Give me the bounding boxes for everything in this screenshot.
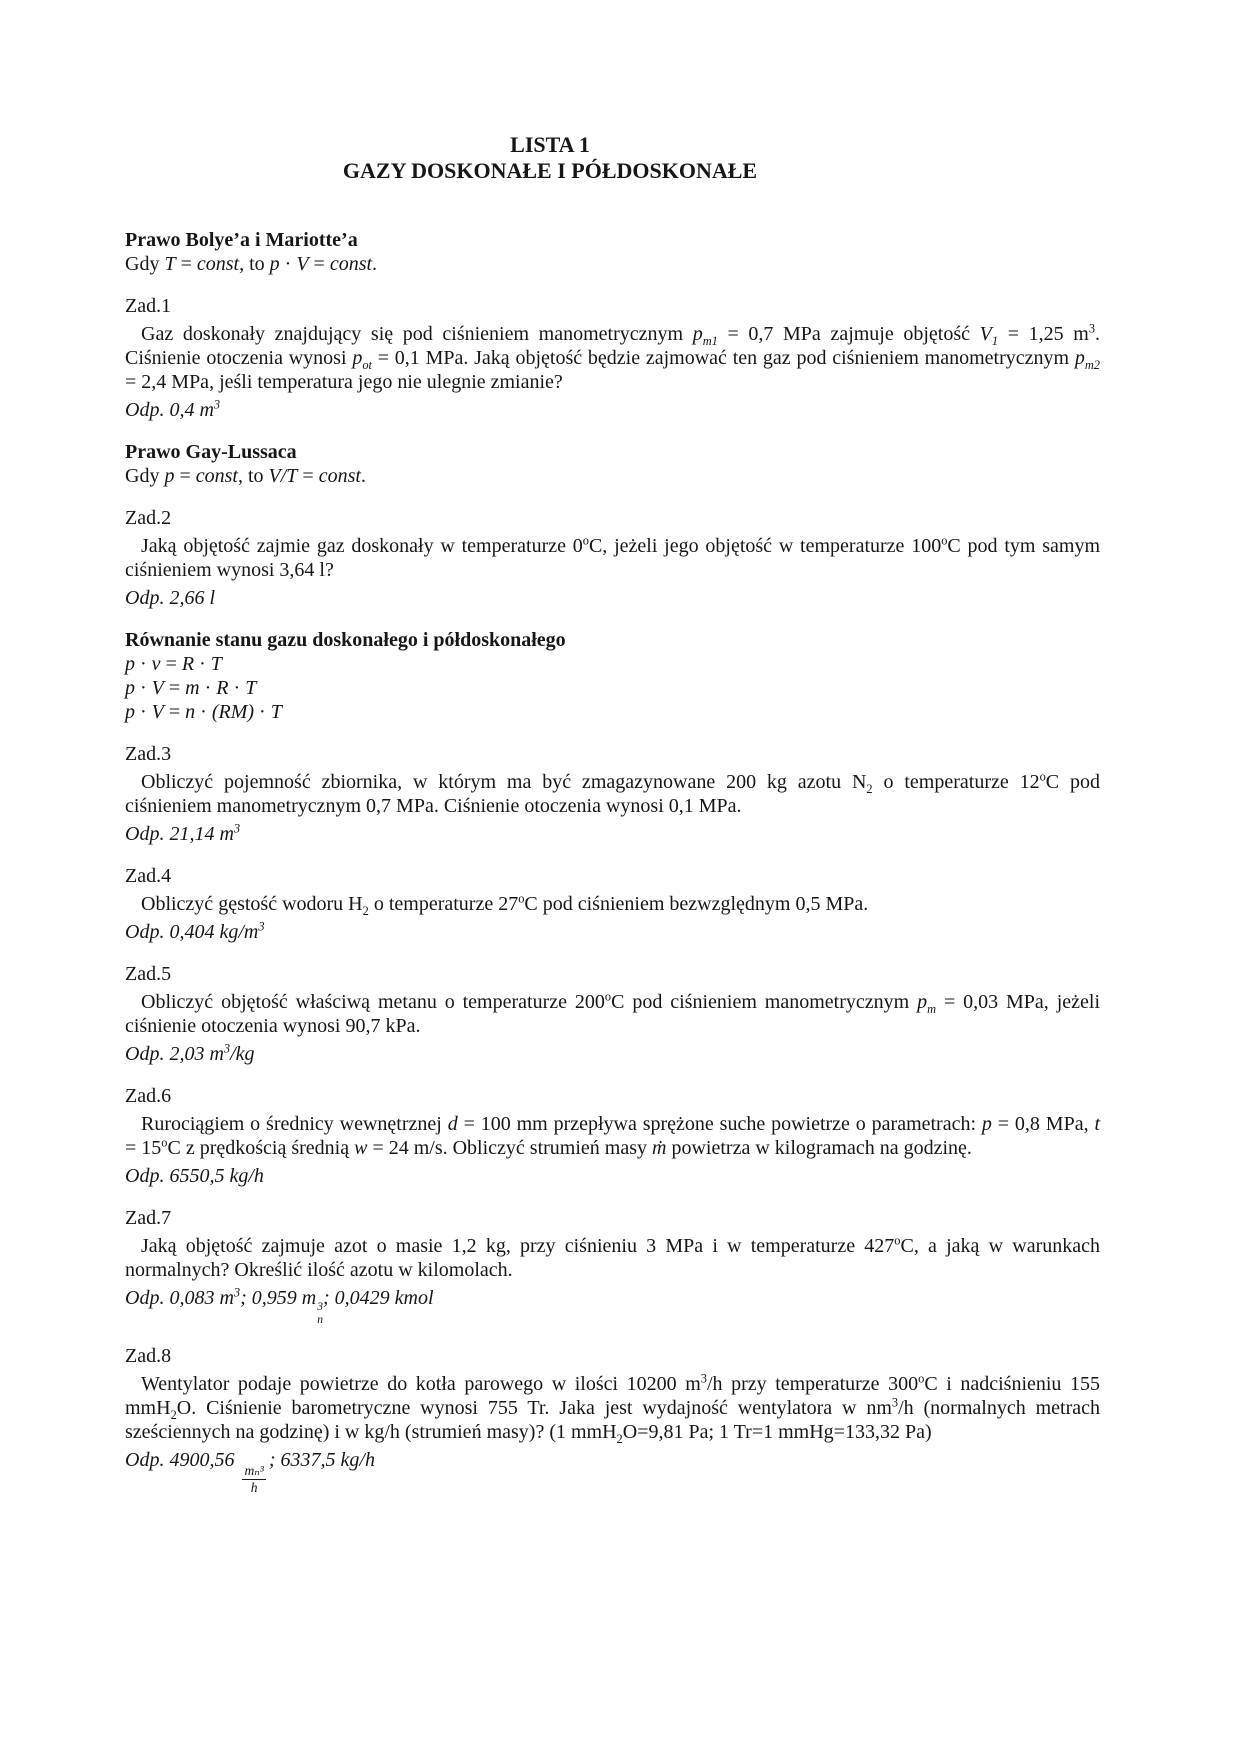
task-body: Obliczyć pojemność zbiornika, w którym ma być zmagazynowane 200 kg azotu $N_2$ o temperaturze 12$^o$C pod ciśnieniem manometrycznym 0,7 MPa. Ciśnienie otoczenia wynosi 0,1 MPa. [125, 769, 1101, 817]
task-zad-1 [125, 294, 1100, 422]
task-label: Zad.2 [125, 507, 172, 529]
task-answer: Odp. 21,14 $m^3$ [125, 821, 241, 845]
task-answer: Odp. 0,083 $m^3$; 0,959 m 3 n ; 0,0429 kmol [125, 1285, 434, 1326]
task-answer: Odp. 0,4 $m^3$ [125, 397, 221, 421]
law-heading: Równanie stanu gazu doskonałego i półdoskonałego [125, 629, 566, 651]
task-zad-4 [125, 864, 1100, 944]
title-line-1: LISTA 1 [510, 132, 590, 157]
document-title [125, 132, 975, 184]
task-answer: Odp. 2,03 $m^3/kg$ [125, 1041, 255, 1065]
task-body: Obliczyć gęstość wodoru $H_2$ o temperaturze 27$^o$C pod ciśnieniem bezwzględnym 0,5 MPa. [141, 891, 869, 918]
task-answer: Odp. 0,404 $kg/m^3$ [125, 919, 265, 943]
law-heading: Prawo Gay-Lussaca [125, 441, 297, 463]
task-answer: Odp. 4900,56 $\frac{\text{mₙ³}}{h}$ ; 6337,5 kg/h [125, 1448, 375, 1495]
task-label: Zad.8 [125, 1344, 172, 1367]
task-body: Jaką objętość zajmie gaz doskonały w temperaturze 0$^o$C, jeżeli jego objętość w temperaturze 100$^o$C pod tym samym ciśnieniem wynosi 3,64 l? [125, 533, 1100, 581]
task-zad-8 [125, 1344, 1100, 1496]
task-body: Gaz doskonały znajdujący się pod ciśnieniem manometrycznym $p_{m1} = 0,7$ MPa zajmuje objętość $V_1 = 1,25$ $m^3$. Ciśnienie otoczenia wynosi $p_{ot} = 0,1$ MPa. Jaką objętość będzie zajmować ten gaz pod ciśnieniem manometrycznym $p_{m2} = 2,4$ MPa, jeśli temperatura jego nie ulegnie zmianie? [125, 321, 1101, 393]
task-label: Zad.6 [125, 1085, 172, 1107]
task-label: Zad.5 [125, 963, 172, 985]
task-zad-5 [125, 962, 1100, 1066]
law-formula: Gdy p = const, to V/T = const. [125, 465, 366, 487]
task-label: Zad.4 [125, 865, 172, 887]
task-label: Zad.3 [125, 743, 172, 765]
task-label: Zad.1 [125, 295, 172, 317]
law-boyle-mariotte [125, 228, 1100, 276]
task-zad-2 [125, 506, 1100, 610]
title-line-2: GAZY DOSKONAŁE I PÓŁDOSKONAŁE [342, 158, 758, 183]
equation-line-3: p · V = n · (RM) · T [125, 701, 282, 723]
task-zad-7 [125, 1206, 1100, 1326]
task-body: Wentylator podaje powietrze do kotła parowego w ilości 10200 $m^3/h$ przy temperaturze 300$^o$C i nadciśnieniu 155 mmH$_2$O. Ciśnienie barometryczne wynosi 755 Tr. Jaka jest wydajność wentylatora w $nm^3/h$ (normalnych metrach sześciennych na godzinę) i w kg/h (strumień masy)? (1 mmH$_2$O=9,81 Pa; 1 Tr=1 mmHg=133,32 Pa) [125, 1371, 1100, 1446]
task-zad-3 [125, 742, 1100, 846]
task-zad-6 [125, 1084, 1100, 1188]
task-answer: Odp. 2,66 l [125, 587, 215, 609]
task-body: Rurociągiem o średnicy wewnętrznej d = 100 mm przepływa sprężone suche powietrze o parametrach: p = 0,8 MPa, $t = 15^oC$ z prędkością średnią w = 24 m/s. Obliczyć strumień masy ṁ powietrza w kilogramach na godzinę. [125, 1113, 1100, 1159]
task-body: Jaką objętość zajmuje azot o masie 1,2 kg, przy ciśnieniu 3 MPa i w temperaturze 427$^o$C, a jaką w warunkach normalnych? Określić ilość azotu w kilomolach. [125, 1233, 1100, 1281]
task-label: Zad.7 [125, 1207, 172, 1229]
equation-line-2: p · V = m · R · T [125, 677, 257, 699]
law-gay-lussac [125, 440, 1100, 488]
law-formula: Gdy T = const, to p · V = const. [125, 253, 378, 275]
equation-line-1: p · v = R · T [125, 653, 222, 675]
law-heading: Prawo Bolye’a i Mariotte’a [125, 229, 358, 251]
task-body: Obliczyć objętość właściwą metanu o temperaturze 200$^o$C pod ciśnieniem manometrycznym $p_m = 0,03$ MPa, jeżeli ciśnienie otoczenia wynosi 90,7 kPa. [125, 989, 1101, 1037]
law-equation-of-state [125, 628, 1100, 724]
task-answer: Odp. 6550,5 kg/h [125, 1165, 264, 1187]
